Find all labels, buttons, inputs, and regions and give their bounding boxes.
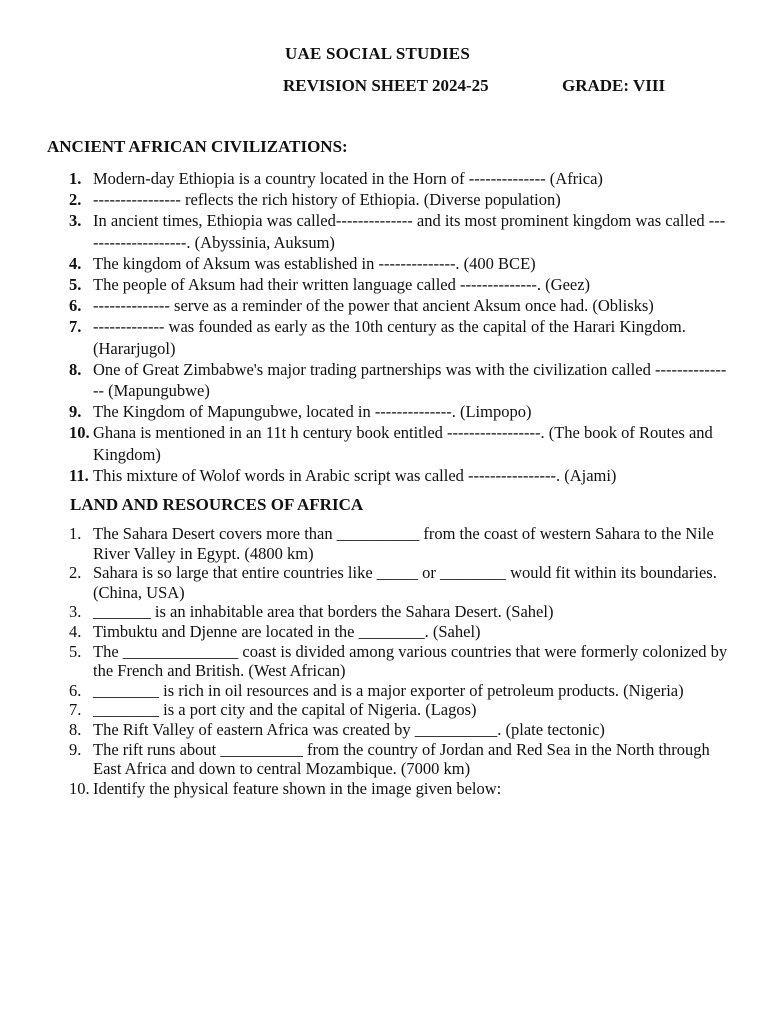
question-text: One of Great Zimbabwe's major trading partnerships was with the civilization called --------------- (Mapungubwe) (93, 359, 727, 401)
question-item (69, 465, 729, 486)
question-item (69, 700, 729, 720)
question-number: 4. (69, 253, 82, 273)
question-number: 4. (69, 621, 82, 641)
question-item (69, 189, 729, 210)
question-item (69, 681, 729, 701)
question-number: 10. (69, 423, 90, 443)
question-item (69, 253, 729, 274)
question-text: The Sahara Desert covers more than __________ from the coast of western Sahara to the Nile River Valley in Egypt. (4800 km) (93, 524, 714, 563)
question-item (69, 622, 729, 642)
question-text: -------------- serve as a reminder of the power that ancient Aksum once had. (Oblisks) (93, 296, 654, 316)
question-text: In ancient times, Ethiopia was called-------------- and its most prominent kingdom was called --------------------. (Abyssinia, Auksum) (93, 211, 726, 252)
question-number: 3. (69, 602, 82, 622)
question-item (69, 524, 729, 563)
question-item (69, 316, 729, 358)
question-text: Modern-day Ethiopia is a country located in the Horn of -------------- (Africa) (93, 169, 603, 188)
section-heading-ancient-civilizations: ANCIENT AFRICAN CIVILIZATIONS: (47, 137, 348, 156)
document-title: UAE SOCIAL STUDIES (285, 44, 470, 63)
question-number: 8. (69, 719, 82, 739)
question-text: The Kingdom of Mapungubwe, located in --------------. (Limpopo) (93, 402, 532, 422)
question-text: ---------------- reflects the rich history of Ethiopia. (Diverse population) (93, 190, 561, 210)
question-number: 11. (69, 465, 89, 485)
question-number: 9. (69, 739, 82, 759)
question-number: 1. (69, 169, 82, 188)
question-item (69, 422, 729, 464)
question-item (69, 401, 729, 422)
question-number: 1. (69, 524, 82, 543)
question-text: Identify the physical feature shown in the image given below: (93, 778, 502, 798)
question-text: Timbuktu and Djenne are located in the ________. (Sahel) (93, 621, 481, 641)
question-number: 7. (69, 317, 82, 337)
question-number: 7. (69, 700, 82, 720)
question-number: 9. (69, 402, 82, 422)
ancient-civilizations-question-list (69, 168, 729, 486)
question-number: 5. (69, 275, 82, 295)
sheet-title: REVISION SHEET 2024-25 (283, 76, 489, 95)
question-item (69, 168, 729, 189)
section-heading-land-resources: LAND AND RESOURCES OF AFRICA (70, 495, 364, 514)
question-text: ________ is rich in oil resources and is a major exporter of petroleum products. (Nigeria) (93, 680, 684, 700)
question-number: 10. (69, 778, 90, 798)
question-text: The kingdom of Aksum was established in --------------. (400 BCE) (93, 253, 536, 273)
question-number: 3. (69, 211, 82, 231)
question-text: ------------- was founded as early as the 10th century as the capital of the Harari Kingdom. (Hararjugol) (93, 317, 686, 358)
question-item (69, 642, 729, 681)
question-text: This mixture of Wolof words in Arabic script was called ----------------. (Ajami) (93, 465, 617, 485)
question-text: Ghana is mentioned in an 11t h century book entitled -----------------. (The book of Routes and Kingdom) (93, 423, 713, 464)
question-text: _______ is an inhabitable area that borders the Sahara Desert. (Sahel) (93, 602, 554, 622)
question-number: 8. (69, 359, 82, 379)
land-resources-question-list (69, 524, 729, 798)
question-text: The ______________ coast is divided among various countries that were formerly colonized by the French and British. (West African) (93, 641, 728, 681)
question-item (69, 210, 729, 252)
question-item (69, 720, 729, 740)
question-text: ________ is a port city and the capital of Nigeria. (Lagos) (93, 700, 477, 720)
question-text: The people of Aksum had their written language called --------------. (Geez) (93, 275, 591, 295)
question-item (69, 359, 729, 401)
question-item (69, 563, 729, 602)
question-text: The Rift Valley of eastern Africa was created by __________. (plate tectonic) (93, 719, 605, 739)
question-text: The rift runs about __________ from the country of Jordan and Red Sea in the North through East Africa and down to central Mozambique. (7000 km) (93, 739, 710, 779)
question-number: 2. (69, 190, 82, 210)
grade-label: GRADE: VIII (562, 76, 666, 95)
question-number: 2. (69, 563, 82, 583)
question-number: 5. (69, 641, 82, 661)
question-item (69, 274, 729, 295)
question-item (69, 295, 729, 316)
question-item (69, 779, 729, 799)
question-number: 6. (69, 680, 82, 700)
question-text: Sahara is so large that entire countries like _____ or ________ would fit within its boundaries. (China, USA) (93, 563, 717, 602)
question-number: 6. (69, 296, 82, 316)
question-item (69, 740, 729, 779)
question-item (69, 602, 729, 622)
